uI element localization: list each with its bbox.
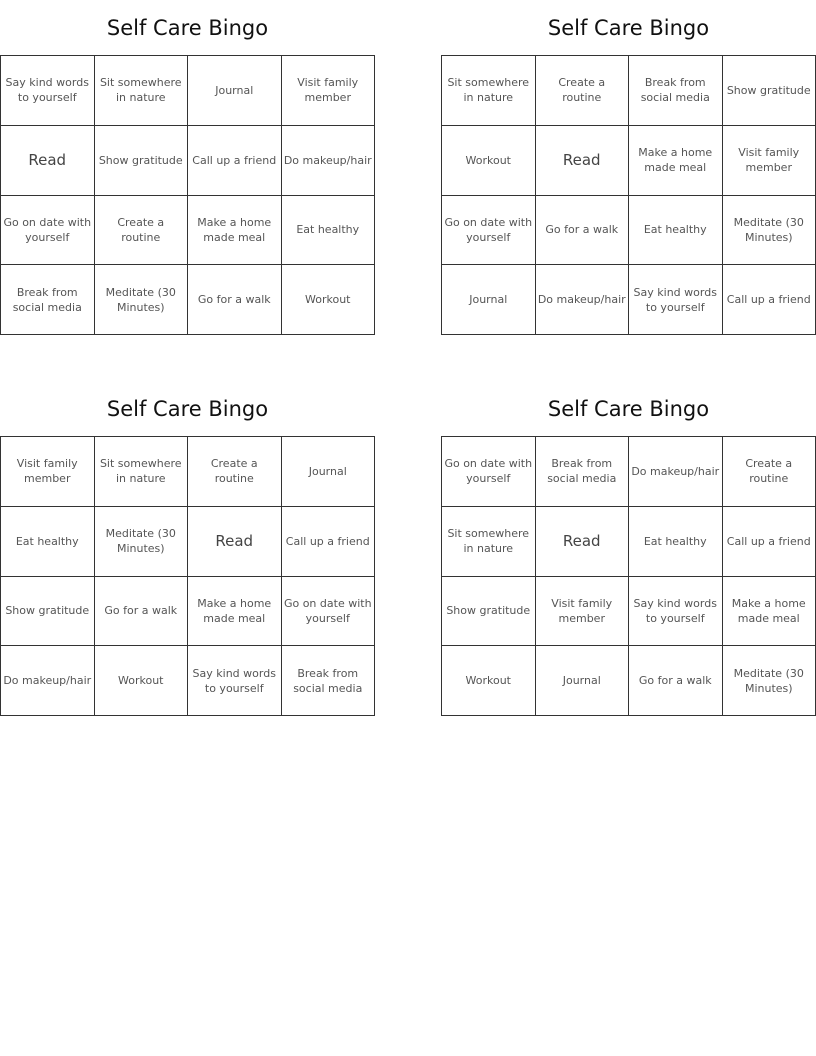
bingo-cell: Meditate (30 Minutes) — [95, 507, 189, 577]
bingo-cell: Break from social media — [536, 437, 630, 507]
bingo-grid — [441, 436, 816, 716]
bingo-cell: Journal — [188, 56, 282, 126]
bingo-cell: Show gratitude — [1, 577, 95, 647]
bingo-grid — [0, 55, 375, 335]
bingo-cell: Create a routine — [188, 437, 282, 507]
bingo-cell: Meditate (30 Minutes) — [723, 646, 816, 716]
card-title: Self Care Bingo — [106, 397, 269, 421]
card-title: Self Care Bingo — [106, 16, 269, 40]
bingo-cell: Read — [1, 126, 95, 196]
bingo-card-3 — [0, 397, 375, 716]
bingo-card-1 — [0, 16, 375, 335]
bingo-cell: Eat healthy — [282, 196, 376, 266]
bingo-cell: Workout — [442, 126, 536, 196]
bingo-card-2 — [441, 16, 816, 335]
bingo-cell: Create a routine — [95, 196, 189, 266]
bingo-grid — [441, 55, 816, 335]
bingo-cell: Sit somewhere in nature — [442, 56, 536, 126]
bingo-cell: Do makeup/hair — [629, 437, 723, 507]
bingo-cell: Sit somewhere in nature — [95, 437, 189, 507]
bingo-cell: Make a home made meal — [188, 196, 282, 266]
bingo-cell: Break from social media — [1, 265, 95, 335]
bingo-cell: Sit somewhere in nature — [95, 56, 189, 126]
bingo-cell: Read — [536, 126, 630, 196]
bingo-cell: Say kind words to yourself — [188, 646, 282, 716]
bingo-cell: Workout — [442, 646, 536, 716]
bingo-cell: Call up a friend — [188, 126, 282, 196]
bingo-cell: Workout — [95, 646, 189, 716]
bingo-cell: Go on date with yourself — [282, 577, 376, 647]
bingo-cell: Visit family member — [282, 56, 376, 126]
bingo-cell: Go for a walk — [188, 265, 282, 335]
bingo-cell: Meditate (30 Minutes) — [723, 196, 816, 266]
bingo-cell: Visit family member — [1, 437, 95, 507]
bingo-cell: Do makeup/hair — [282, 126, 376, 196]
bingo-cell: Sit somewhere in nature — [442, 507, 536, 577]
bingo-cell: Meditate (30 Minutes) — [95, 265, 189, 335]
bingo-cell: Do makeup/hair — [536, 265, 630, 335]
bingo-cell: Say kind words to yourself — [629, 265, 723, 335]
bingo-cell: Read — [188, 507, 282, 577]
bingo-cell: Show gratitude — [442, 577, 536, 647]
bingo-cell: Eat healthy — [629, 507, 723, 577]
bingo-card-4 — [441, 397, 816, 716]
bingo-cell: Eat healthy — [629, 196, 723, 266]
bingo-cell: Create a routine — [723, 437, 816, 507]
bingo-cell: Create a routine — [536, 56, 630, 126]
bingo-cell: Go for a walk — [95, 577, 189, 647]
bingo-cell: Go on date with yourself — [1, 196, 95, 266]
bingo-cell: Break from social media — [282, 646, 376, 716]
card-title: Self Care Bingo — [547, 16, 710, 40]
bingo-cell: Show gratitude — [723, 56, 816, 126]
bingo-cell: Read — [536, 507, 630, 577]
bingo-cell: Call up a friend — [282, 507, 376, 577]
bingo-cell: Journal — [282, 437, 376, 507]
bingo-cell: Call up a friend — [723, 265, 816, 335]
bingo-cell: Visit family member — [536, 577, 630, 647]
bingo-cell: Eat healthy — [1, 507, 95, 577]
bingo-cell: Visit family member — [723, 126, 816, 196]
bingo-cell: Journal — [536, 646, 630, 716]
bingo-cell: Do makeup/hair — [1, 646, 95, 716]
bingo-cell: Say kind words to yourself — [629, 577, 723, 647]
bingo-cell: Call up a friend — [723, 507, 816, 577]
bingo-cell: Go on date with yourself — [442, 196, 536, 266]
bingo-cell: Make a home made meal — [723, 577, 816, 647]
bingo-cell: Go for a walk — [629, 646, 723, 716]
bingo-cell: Say kind words to yourself — [1, 56, 95, 126]
bingo-cell: Workout — [282, 265, 376, 335]
bingo-grid — [0, 436, 375, 716]
bingo-cell: Make a home made meal — [188, 577, 282, 647]
bingo-cell: Go for a walk — [536, 196, 630, 266]
bingo-cell: Go on date with yourself — [442, 437, 536, 507]
bingo-cell: Journal — [442, 265, 536, 335]
bingo-cell: Make a home made meal — [629, 126, 723, 196]
bingo-cell: Break from social media — [629, 56, 723, 126]
card-title: Self Care Bingo — [547, 397, 710, 421]
bingo-cell: Show gratitude — [95, 126, 189, 196]
